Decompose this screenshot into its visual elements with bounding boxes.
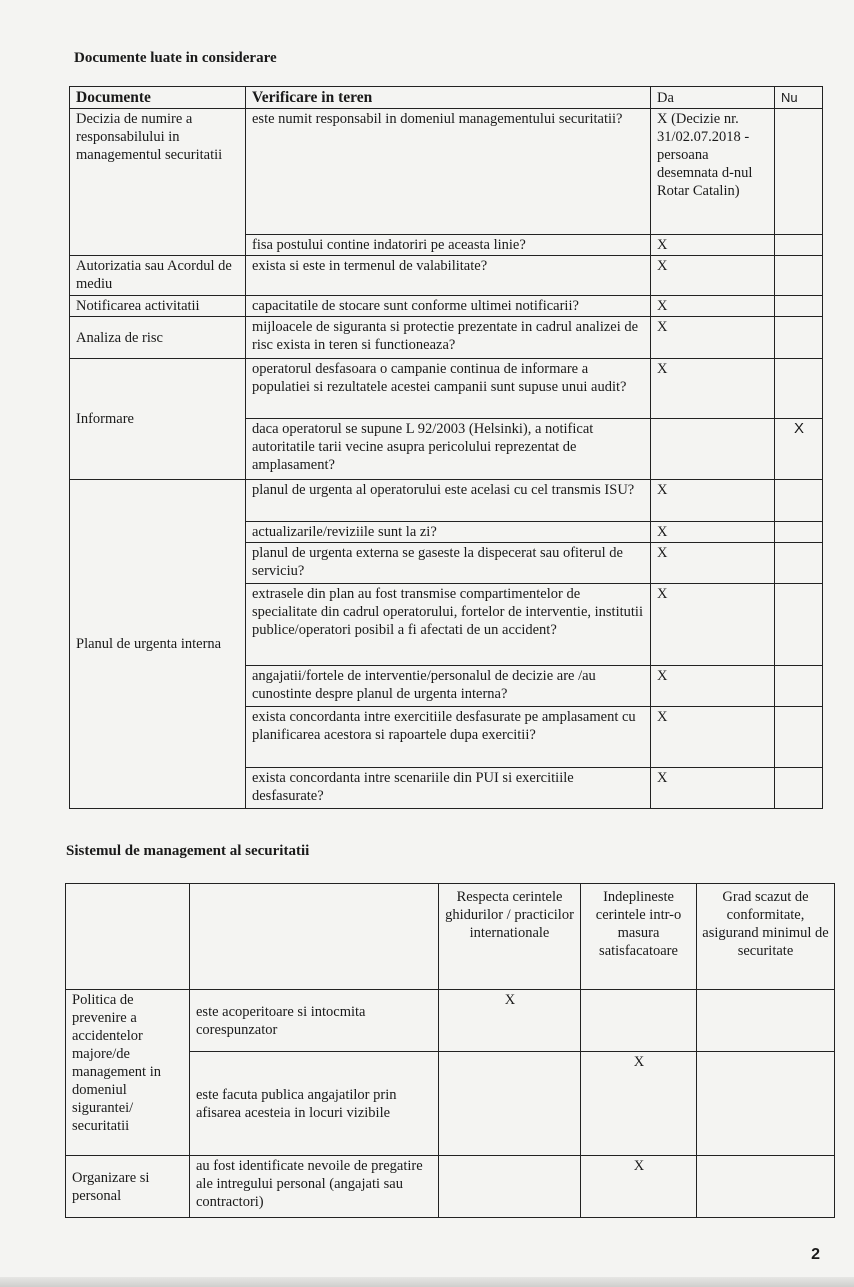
nu-cell — [775, 480, 823, 522]
grad-scazut-cell — [697, 1156, 835, 1218]
indeplineste-cell — [581, 990, 697, 1052]
col-header-respecta: Respecta cerintele ghidurilor / practicilor internationale — [439, 884, 581, 990]
doc-cell: Informare — [70, 359, 246, 480]
page-number: 2 — [811, 1246, 820, 1263]
da-cell: X (Decizie nr. 31/02.07.2018 - persoana desemnata d-nul Rotar Catalin) — [651, 109, 775, 235]
indeplineste-cell: X — [581, 1156, 697, 1218]
da-cell: X — [651, 584, 775, 666]
check-cell: exista si este in termenul de valabilitate? — [246, 256, 651, 296]
grad-scazut-cell — [697, 1052, 835, 1156]
doc-cell: Decizia de numire a responsabilului in managementul securitatii — [70, 109, 246, 256]
doc-cell: Planul de urgenta interna — [70, 480, 246, 809]
section-title-documents: Documente luate in considerare — [74, 50, 277, 66]
table-row — [70, 256, 823, 296]
da-cell: X — [651, 235, 775, 256]
check-cell: actualizarile/reviziile sunt la zi? — [246, 522, 651, 543]
table-row — [66, 1156, 835, 1218]
col-header-nu: Nu — [775, 87, 823, 109]
nu-cell — [775, 522, 823, 543]
check-cell: planul de urgenta al operatorului este acelasi cu cel transmis ISU? — [246, 480, 651, 522]
section-title-management: Sistemul de management al securitatii — [66, 843, 310, 859]
da-cell: X — [651, 317, 775, 359]
nu-cell — [775, 543, 823, 584]
table-row — [70, 480, 823, 522]
nu-cell — [775, 584, 823, 666]
table-row — [70, 109, 823, 235]
nu-cell — [775, 707, 823, 768]
col-header-documente: Documente — [70, 87, 246, 109]
table-row — [66, 990, 835, 1052]
da-cell: X — [651, 480, 775, 522]
nu-cell — [775, 296, 823, 317]
check-cell: extrasele din plan au fost transmise compartimentelor de specialitate din cadrul operatorului, fortelor de interventie, institutii publice/operatori posibil a fi afectati de un accident? — [246, 584, 651, 666]
check-cell: capacitatile de stocare sunt conforme ultimei notificarii? — [246, 296, 651, 317]
respecta-cell — [439, 1156, 581, 1218]
check-cell: exista concordanta intre scenariile din PUI si exercitiile desfasurate? — [246, 768, 651, 809]
da-cell: X — [651, 666, 775, 707]
da-cell: X — [651, 707, 775, 768]
da-cell: X — [651, 296, 775, 317]
da-cell: X — [651, 522, 775, 543]
table-row — [70, 317, 823, 359]
nu-cell — [775, 235, 823, 256]
area-cell: Politica de prevenire a accidentelor majore/de management in domeniul sigurantei/ securitatii — [66, 990, 190, 1156]
respecta-cell: X — [439, 990, 581, 1052]
nu-cell — [775, 317, 823, 359]
respecta-cell — [439, 1052, 581, 1156]
item-cell: este acoperitoare si intocmita corespunzator — [190, 990, 439, 1052]
da-cell: X — [651, 543, 775, 584]
doc-cell: Autorizatia sau Acordul de mediu — [70, 256, 246, 296]
doc-cell: Notificarea activitatii — [70, 296, 246, 317]
table-row — [70, 296, 823, 317]
table-row — [70, 359, 823, 419]
page-edge-shadow — [0, 1277, 854, 1287]
management-system-table — [65, 883, 835, 1218]
check-cell: este numit responsabil in domeniul managementului securitatii? — [246, 109, 651, 235]
col-header-indeplineste: Indeplineste cerintele intr-o masura satisfacatoare — [581, 884, 697, 990]
check-cell: operatorul desfasoara o campanie continua de informare a populatiei si rezultatele acestei campanii sunt supuse unui audit? — [246, 359, 651, 419]
nu-cell: X — [775, 419, 823, 480]
nu-cell — [775, 256, 823, 296]
col-header-verificare: Verificare in teren — [246, 87, 651, 109]
area-cell: Organizare si personal — [66, 1156, 190, 1218]
da-cell: X — [651, 768, 775, 809]
empty-header — [66, 884, 190, 990]
da-cell — [651, 419, 775, 480]
documents-table — [69, 86, 823, 809]
empty-header — [190, 884, 439, 990]
grad-scazut-cell — [697, 990, 835, 1052]
check-cell: angajatii/fortele de interventie/personalul de decizie are /au cunostinte despre planul de urgenta interna? — [246, 666, 651, 707]
indeplineste-cell: X — [581, 1052, 697, 1156]
col-header-da: Da — [651, 87, 775, 109]
check-cell: fisa postului contine indatoriri pe aceasta linie? — [246, 235, 651, 256]
da-cell: X — [651, 359, 775, 419]
table-header-row — [66, 884, 835, 990]
nu-cell — [775, 359, 823, 419]
check-cell: planul de urgenta externa se gaseste la dispecerat sau ofiterul de serviciu? — [246, 543, 651, 584]
check-cell: daca operatorul se supune L 92/2003 (Helsinki), a notificat autoritatile tarii vecine asupra pericolului reprezentat de amplasament? — [246, 419, 651, 480]
check-cell: mijloacele de siguranta si protectie prezentate in cadrul analizei de risc exista in teren si functioneaza? — [246, 317, 651, 359]
da-cell: X — [651, 256, 775, 296]
doc-cell: Analiza de risc — [70, 317, 246, 359]
col-header-grad-scazut: Grad scazut de conformitate, asigurand minimul de securitate — [697, 884, 835, 990]
nu-cell — [775, 109, 823, 235]
table-header-row — [70, 87, 823, 109]
check-cell: exista concordanta intre exercitiile desfasurate pe amplasament cu planificarea acestora si rapoartele dupa exercitii? — [246, 707, 651, 768]
item-cell: au fost identificate nevoile de pregatire ale intregului personal (angajati sau contractori) — [190, 1156, 439, 1218]
nu-cell — [775, 666, 823, 707]
nu-cell — [775, 768, 823, 809]
item-cell: este facuta publica angajatilor prin afisarea acesteia in locuri vizibile — [190, 1052, 439, 1156]
